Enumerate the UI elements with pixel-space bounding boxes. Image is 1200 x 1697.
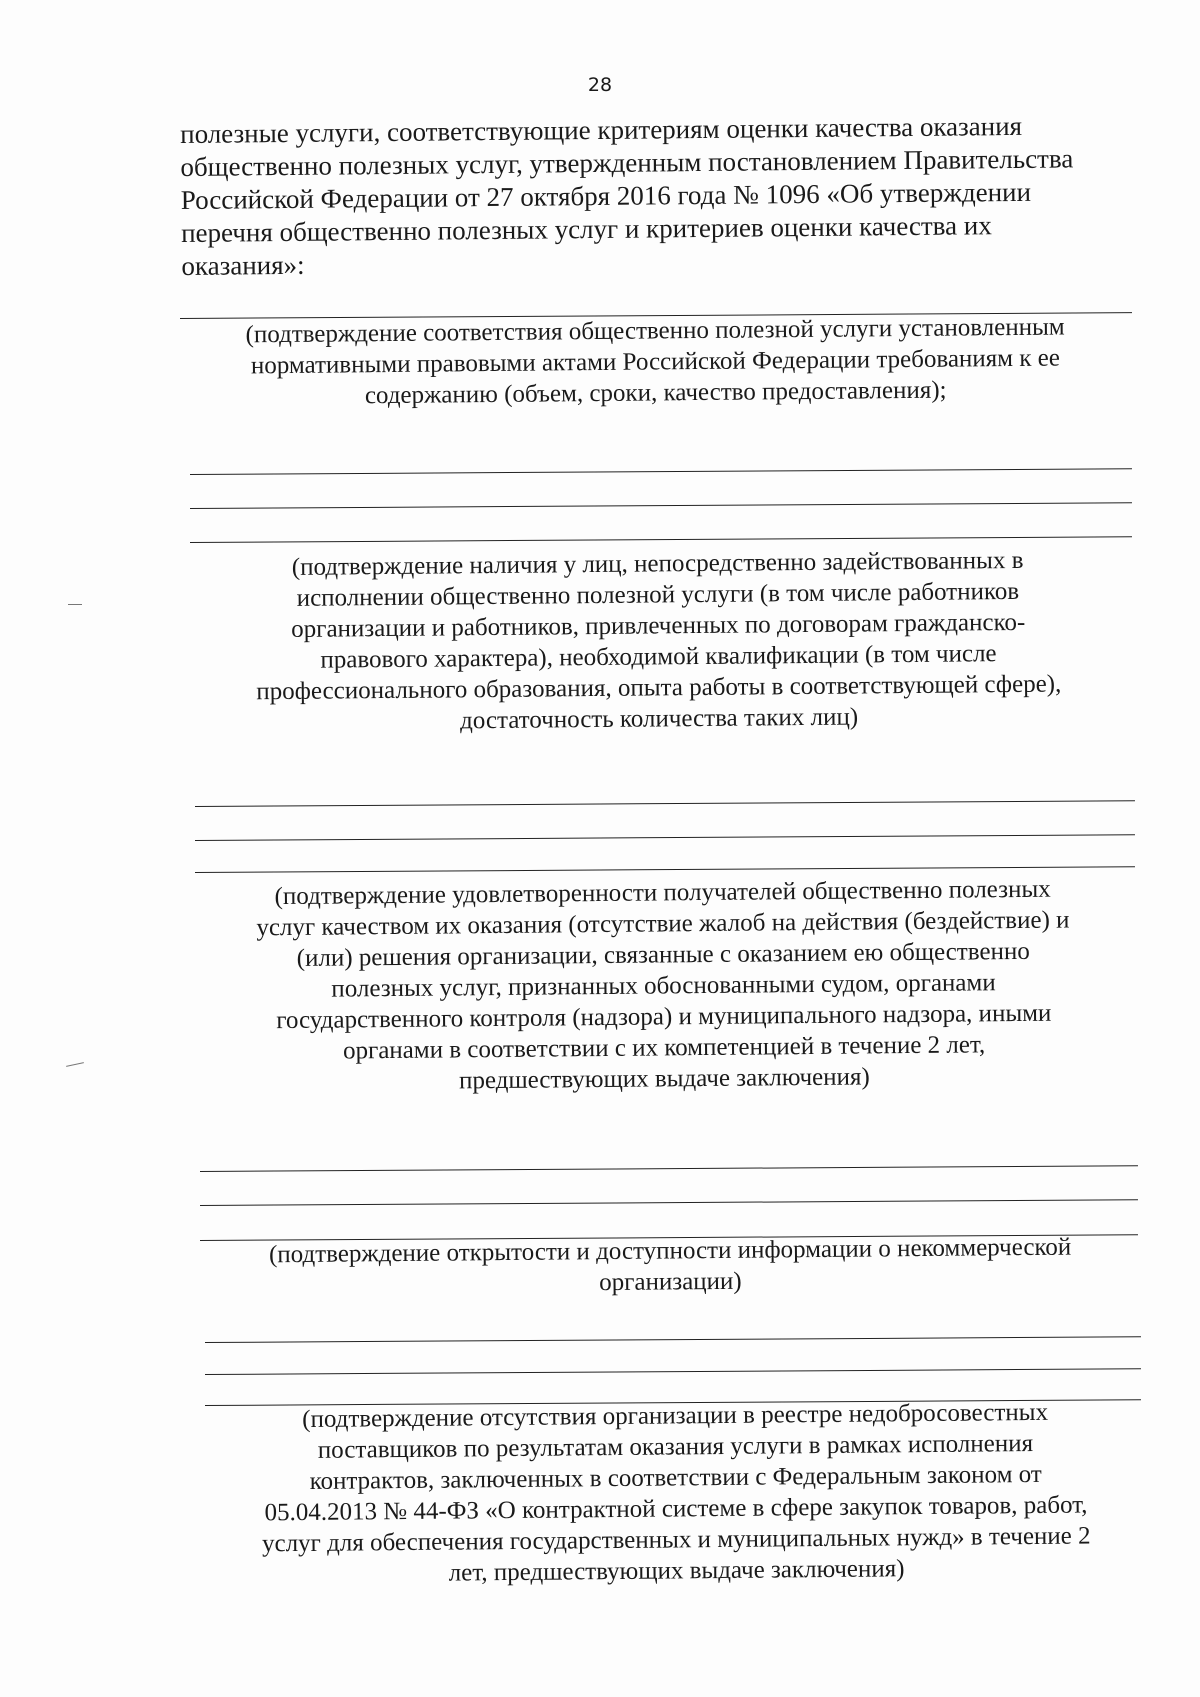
caption-line: (подтверждение открытости и доступности информации о некоммерческой: [268, 1233, 1072, 1269]
caption-line: (подтверждение наличия у лиц, непосредственно задействованных в: [291, 546, 1024, 581]
caption-line: организации): [599, 1267, 742, 1297]
scan-mark: [68, 604, 82, 605]
caption-line: поставщиков по результатам оказания услуги в рамках исполнения: [317, 1430, 1034, 1464]
caption-line: предшествующих выдаче заключения): [458, 1063, 870, 1095]
caption-line: исполнении общественно полезной услуги (в том числе работников: [296, 577, 1020, 612]
page-number: 28: [587, 74, 613, 96]
caption-line: органами в соответствии с их компетенцией в течение 2 лет,: [342, 1031, 986, 1065]
caption-line: услуг для обеспечения государственных и муниципальных нужд» в течение 2: [261, 1522, 1091, 1558]
caption-line: правового характера), необходимой квалификации (в том числе: [320, 640, 997, 674]
section-caption-3: [185, 873, 1142, 1099]
fill-line: [190, 468, 1132, 475]
caption-line: профессионального образования, опыта работы в соответствующей сфере),: [256, 670, 1062, 706]
caption-line: полезных услуг, признанных обоснованными судом, органами: [331, 969, 996, 1003]
section-caption-4: [195, 1231, 1146, 1302]
fill-line: [190, 536, 1132, 543]
fill-line: [205, 1336, 1141, 1343]
caption-line: лет, предшествующих выдаче заключения): [448, 1555, 905, 1587]
caption-line: достаточность количества таких лиц): [459, 703, 859, 735]
intro-line: оказания»:: [181, 249, 305, 281]
scan-mark: [66, 1062, 84, 1067]
caption-line: 05.04.2013 № 44-ФЗ «О контрактной системе в сфере закупок товаров, работ,: [264, 1491, 1088, 1527]
caption-line: услуг качеством их оказания (отсутствие жалоб на действия (бездействие) и: [256, 906, 1070, 942]
intro-paragraph: [180, 109, 1132, 283]
fill-line: [200, 1165, 1138, 1172]
fill-line: [205, 1368, 1141, 1375]
fill-line: [190, 502, 1132, 509]
caption-line: организации и работников, привлеченных по договорам гражданско-: [291, 608, 1026, 643]
fill-line: [200, 1199, 1138, 1206]
intro-line: общественно полезных услуг, утвержденным постановлением Правительства: [180, 143, 1074, 182]
caption-line: (подтверждение удовлетворенности получателей общественно полезных: [274, 875, 1051, 911]
fill-line: [195, 834, 1135, 841]
caption-line: государственного контроля (надзора) и муниципального надзора, иными: [276, 999, 1052, 1035]
fill-line: [195, 866, 1135, 873]
section-caption-5: [200, 1396, 1152, 1591]
fill-line: [195, 800, 1135, 807]
intro-line: полезные услуги, соответствующие критериям оценки качества оказания: [180, 110, 1023, 149]
caption-line: содержанию (объем, сроки, качество предоставления);: [364, 376, 947, 410]
section-caption-2: [180, 544, 1137, 739]
caption-line: (или) решения организации, связанные с оказанием ею общественно: [296, 937, 1030, 972]
intro-line: перечня общественно полезных услуг и критериев оценки качества их: [180, 210, 992, 248]
intro-line: Российской Федерации от 27 октября 2016 года № 1096 «Об утверждении: [180, 176, 1032, 215]
caption-line: контрактов, заключенных в соответствии с Федеральным законом от: [309, 1460, 1042, 1495]
caption-line: (подтверждение отсутствия организации в реестре недобросовестных: [302, 1398, 1049, 1434]
caption-line: (подтверждение соответствия общественно полезной услуги установленным: [245, 313, 1065, 349]
section-caption-1: [180, 311, 1131, 413]
caption-line: нормативными правовыми актами Российской Федерации требованиям к ее: [250, 344, 1061, 380]
